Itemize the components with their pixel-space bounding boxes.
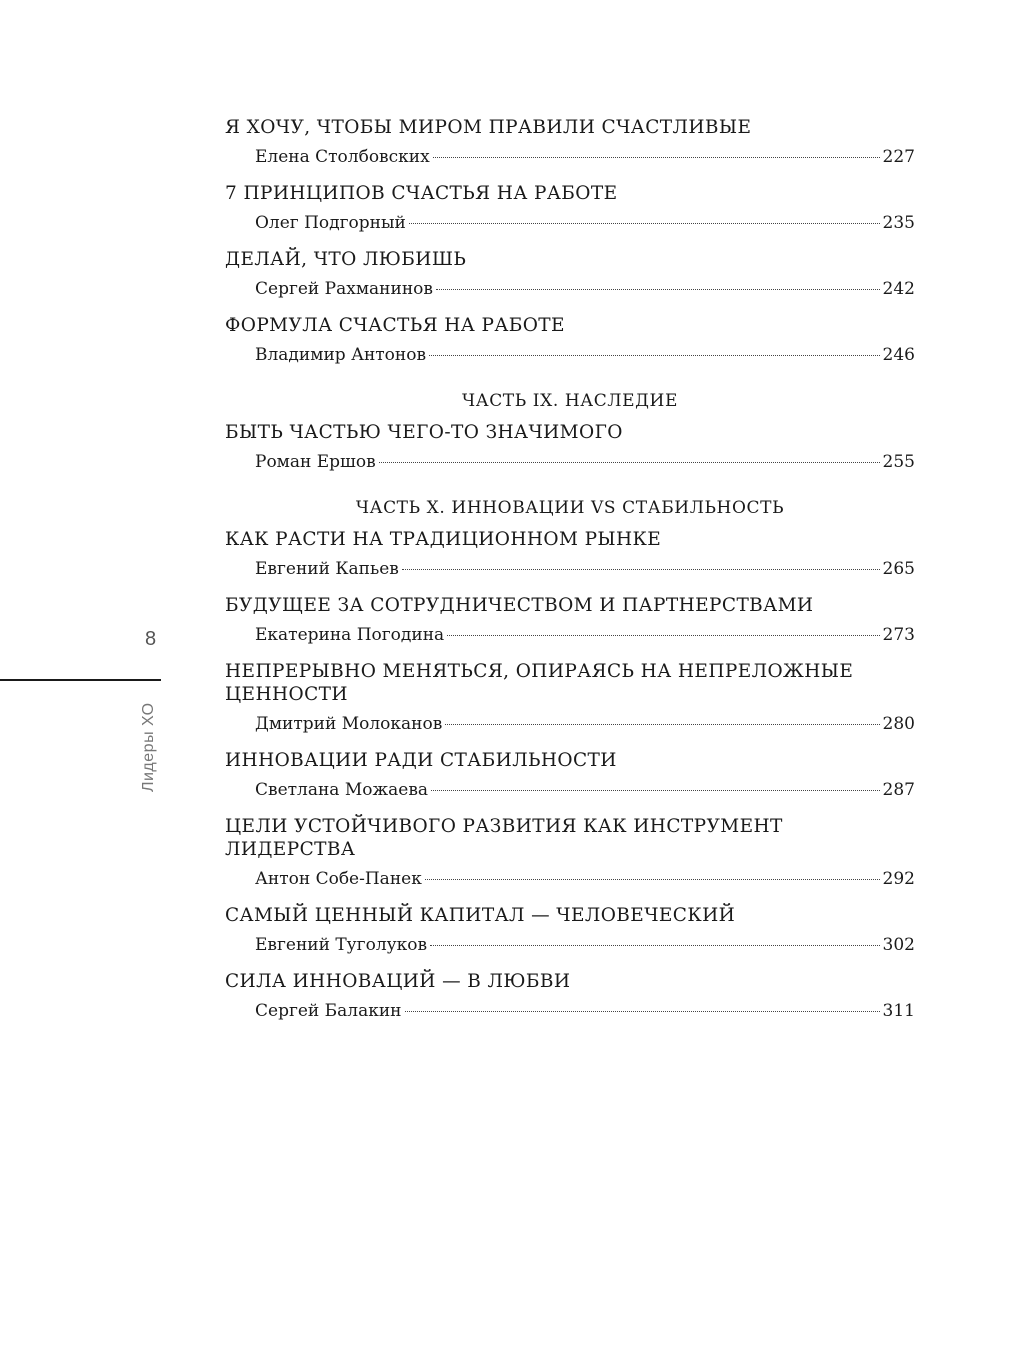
- toc-entry: [225, 248, 915, 300]
- toc-entry-title: БУДУЩЕЕ ЗА СОТРУДНИЧЕСТВОМ И ПАРТНЕРСТВАМИ: [225, 595, 814, 616]
- toc-entry-title: НЕПРЕРЫВНО МЕНЯТЬСЯ, ОПИРАЯСЬ НА НЕПРЕЛОЖНЫЕ ЦЕННОСТИ: [225, 661, 854, 705]
- toc-entry-line: [225, 1001, 915, 1022]
- toc-entry-author: Роман Ершов: [255, 452, 376, 472]
- toc-entry-author: Евгений Туголуков: [255, 935, 428, 955]
- toc-entry-page-number: 280: [882, 714, 915, 734]
- toc-entry-author: Дмитрий Молоканов: [255, 714, 443, 734]
- toc-entry-title: 7 ПРИНЦИПОВ СЧАСТЬЯ НА РАБОТЕ: [225, 183, 618, 204]
- toc-entry-author: Сергей Балакин: [255, 1001, 402, 1021]
- toc-entry-page-number: 287: [882, 780, 915, 800]
- toc-entry-author: Екатерина Погодина: [255, 625, 445, 645]
- toc-entry: [225, 970, 915, 1022]
- toc-entry-page-number: 273: [882, 625, 915, 645]
- table-of-contents: [225, 116, 915, 1022]
- toc-entry-line: [225, 559, 915, 580]
- toc-entry: [225, 594, 915, 646]
- toc-entry-author: Евгений Капьев: [255, 559, 399, 579]
- toc-entry-line: [225, 780, 915, 801]
- toc-entry-line: [225, 714, 915, 735]
- toc-entry-line: [225, 452, 915, 473]
- dot-leader: [425, 879, 880, 880]
- running-title: Лидеры ХО: [140, 702, 157, 792]
- toc-entry-title: ЦЕЛИ УСТОЙЧИВОГО РАЗВИТИЯ КАК ИНСТРУМЕНТ ЛИДЕРСТВА: [225, 816, 783, 860]
- toc-entry: [225, 749, 915, 801]
- dot-leader: [433, 157, 880, 158]
- dot-leader: [431, 790, 880, 791]
- toc-entry-line: [225, 213, 915, 234]
- toc-entry-title: СИЛА ИННОВАЦИЙ — В ЛЮБВИ: [225, 971, 571, 992]
- toc-entry-line: [225, 869, 915, 890]
- toc-entry-author: Елена Столбовских: [255, 147, 430, 167]
- toc-entry-title: БЫТЬ ЧАСТЬЮ ЧЕГО-ТО ЗНАЧИМОГО: [225, 422, 623, 443]
- dot-leader: [402, 569, 880, 570]
- dot-leader: [409, 223, 880, 224]
- toc-entry-author: Владимир Антонов: [255, 345, 427, 365]
- dot-leader: [429, 355, 880, 356]
- toc-entry-title: Я ХОЧУ, ЧТОБЫ МИРОМ ПРАВИЛИ СЧАСТЛИВЫЕ: [225, 117, 752, 138]
- dot-leader: [430, 945, 879, 946]
- dot-leader: [405, 1011, 880, 1012]
- toc-entry: [225, 182, 915, 234]
- toc-entry-title: ИННОВАЦИИ РАДИ СТАБИЛЬНОСТИ: [225, 750, 617, 771]
- toc-entry-line: [225, 345, 915, 366]
- toc-entry-title: САМЫЙ ЦЕННЫЙ КАПИТАЛ — ЧЕЛОВЕЧЕСКИЙ: [225, 905, 736, 926]
- toc-entry-page-number: 227: [882, 147, 915, 167]
- toc-entry: [225, 116, 915, 168]
- toc-entry-line: [225, 935, 915, 956]
- part-heading: ЧАСТЬ X. ИННОВАЦИИ VS СТАБИЛЬНОСТЬ: [355, 498, 785, 518]
- toc-entry-author: Светлана Можаева: [255, 780, 429, 800]
- toc-entry-page-number: 311: [882, 1001, 915, 1021]
- toc-entry-page-number: 255: [882, 452, 915, 472]
- toc-entry-title: ДЕЛАЙ, ЧТО ЛЮБИШЬ: [225, 249, 467, 270]
- toc-entry-page-number: 235: [882, 213, 915, 233]
- toc-entry-author: Антон Собе-Панек: [255, 869, 422, 889]
- toc-entry-page-number: 242: [882, 279, 915, 299]
- toc-entry-page-number: 302: [882, 935, 915, 955]
- part-heading: ЧАСТЬ IX. НАСЛЕДИЕ: [461, 391, 678, 411]
- toc-entry-page-number: 265: [882, 559, 915, 579]
- toc-entry: [225, 314, 915, 366]
- dot-leader: [379, 462, 880, 463]
- dot-leader: [445, 724, 879, 725]
- toc-entry: [225, 528, 915, 580]
- toc-entry-title: КАК РАСТИ НА ТРАДИЦИОННОМ РЫНКЕ: [225, 529, 662, 550]
- toc-entry-line: [225, 147, 915, 168]
- dot-leader: [447, 635, 879, 636]
- toc-entry-line: [225, 279, 915, 300]
- toc-entry: [225, 815, 915, 890]
- toc-entry-line: [225, 625, 915, 646]
- toc-entry: [225, 904, 915, 956]
- toc-entry: [225, 421, 915, 473]
- page-number: 8: [145, 628, 157, 650]
- toc-entry-title: ФОРМУЛА СЧАСТЬЯ НА РАБОТЕ: [225, 315, 565, 336]
- toc-entry-page-number: 246: [882, 345, 915, 365]
- page-rule-divider: [0, 679, 161, 681]
- toc-entry-page-number: 292: [882, 869, 915, 889]
- toc-entry: [225, 660, 915, 735]
- toc-entry-author: Олег Подгорный: [255, 213, 406, 233]
- dot-leader: [436, 289, 880, 290]
- toc-entry-author: Сергей Рахманинов: [255, 279, 433, 299]
